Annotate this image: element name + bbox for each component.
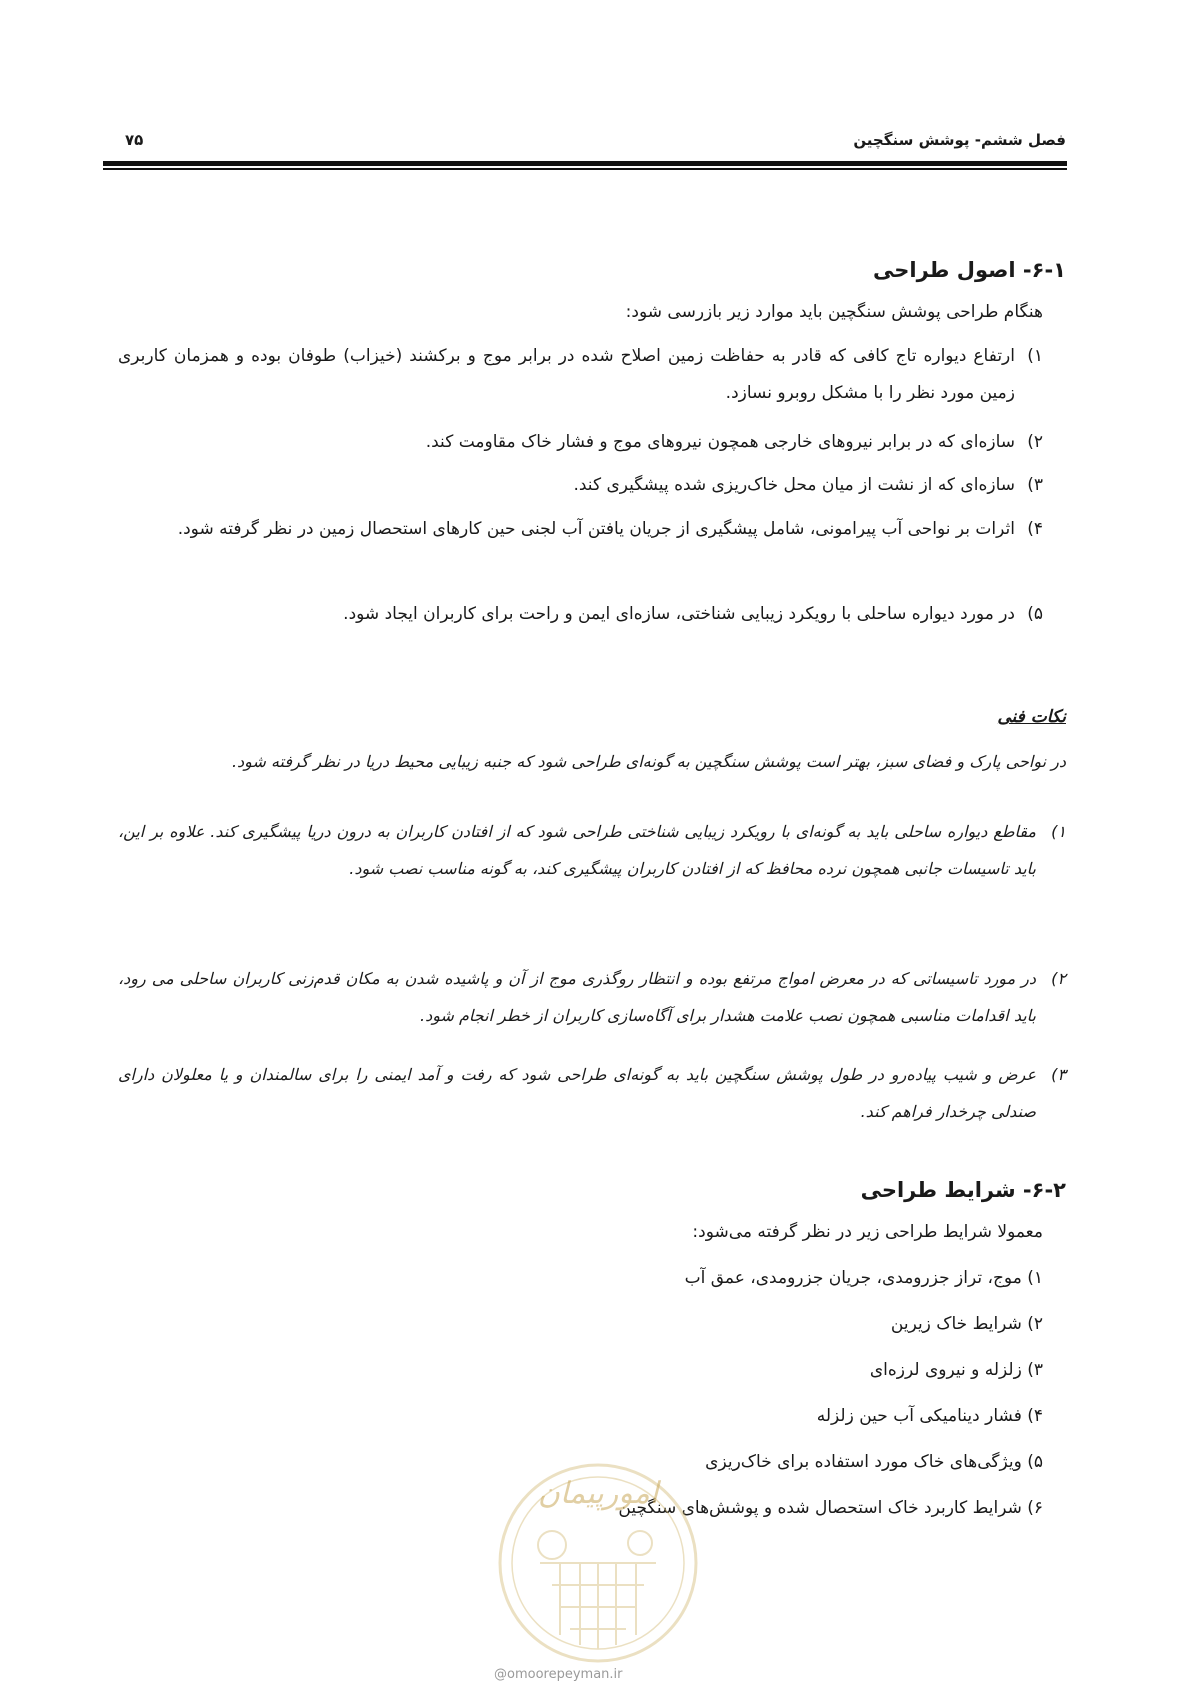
- note-item: [118, 960, 1066, 1034]
- note-item: [118, 1056, 1066, 1130]
- watermark-logo: [490, 1445, 705, 1675]
- notes-intro: در نواحی پارک و فضای سبز، بهتر است پوشش سنگچین به گونه‌ای طراحی شود که جنبه زیبایی محیط دریا در نظر گرفته شود.: [231, 752, 1066, 771]
- section-heading-design-conditions: ۶-۲- شرایط طراحی: [860, 1178, 1066, 1202]
- list-item: ۶) شرایط کاربرد خاک استحصال شده و پوشش‌های سنگچین: [618, 1498, 1043, 1518]
- watermark-url: @omoorepeyman.ir: [494, 1667, 623, 1682]
- section2-intro: معمولا شرایط طراحی زیر در نظر گرفته می‌شود:: [692, 1222, 1043, 1242]
- list-item: ۲) شرایط خاک زیرین: [890, 1314, 1043, 1334]
- list-item: ۱) موج، تراز جزرومدی، جریان جزرومدی، عمق آب: [684, 1268, 1043, 1288]
- item-number: ۳): [1027, 475, 1043, 495]
- header-rule-thin: [103, 168, 1067, 170]
- section-heading-design-principles: ۶-۱- اصول طراحی: [873, 258, 1066, 282]
- section1-intro: هنگام طراحی پوشش سنگچین باید موارد زیر بازرسی شود:: [625, 302, 1043, 322]
- item-text: عرض و شیب پیاده‌رو در طول پوشش سنگچین باید به گونه‌ای طراحی شود که رفت و آمد ایمنی را برای سالمندان و یا معلولان دارای صندلی چرخدار فراهم کند.: [118, 1065, 1036, 1121]
- page-number: ۷۵: [125, 131, 144, 149]
- item-text: ارتفاع دیواره تاج کافی که قادر به حفاظت زمین اصلاح شده در برابر موج و برکشند (خیزاب) طوفان بوده و همزمان کاربری زمین مورد نظر را با مشکل روبرو نسازد.: [118, 346, 1015, 403]
- item-number: ۱): [1027, 346, 1043, 366]
- item-text: اثرات بر نواحی آب پیرامونی، شامل پیشگیری از جریان یافتن آب لجنی حین کارهای استحصال زمین در نظر گرفته شود.: [177, 519, 1015, 539]
- item-number: ۳): [1051, 1065, 1066, 1084]
- item-text: مقاطع دیواره ساحلی باید به گونه‌ای با رویکرد زیبایی شناختی طراحی شود که از افتادن کاربران به درون دریا پیشگیری کند. علاوه بر این، باید تاسیسات جانبی همچون نرده محافظ که از افتادن کاربران پیشگیری کند، به گونه مناسب نصب شود.: [118, 822, 1036, 878]
- item-number: ۲): [1027, 432, 1043, 452]
- technical-notes-title: نکات فنی: [997, 707, 1066, 727]
- item-text: در مورد دیواره ساحلی با رویکرد زیبایی شناختی، سازه‌ای ایمن و راحت برای کاربران ایجاد شود.: [343, 604, 1015, 624]
- list-item: ۳) زلزله و نیروی لرزه‌ای: [869, 1360, 1043, 1380]
- list-item: [118, 338, 1043, 412]
- header-rule-thick: [103, 161, 1067, 166]
- list-item: [118, 424, 1043, 461]
- watermark-logo-text: امورپیمان: [537, 1476, 659, 1511]
- note-item: [118, 813, 1066, 887]
- item-number: ۱): [1051, 822, 1066, 841]
- list-item: [118, 467, 1043, 504]
- item-number: ۲): [1051, 969, 1066, 988]
- item-text: در مورد تاسیساتی که در معرض امواج مرتفع بوده و انتظار روگذری موج از آن و پاشیده شدن به مکان قدم‌زنی کاربران ساحلی می رود، باید اقدامات مناسبی همچون نصب علامت هشدار برای آگاه‌سازی کاربران از خطر انجام شود.: [118, 969, 1036, 1025]
- item-text: سازه‌ای که در برابر نیروهای خارجی همچون نیروهای موج و فشار خاک مقاومت کند.: [425, 432, 1015, 452]
- item-number: ۴): [1027, 519, 1043, 539]
- item-text: سازه‌ای که از نشت از میان محل خاک‌ریزی شده پیشگیری کند.: [573, 475, 1015, 495]
- list-item: [118, 596, 1043, 633]
- list-item: ۵) ویژگی‌های خاک مورد استفاده برای خاک‌ریزی: [705, 1452, 1043, 1472]
- chapter-title: فصل ششم- پوشش سنگچین: [853, 131, 1066, 149]
- list-item: [118, 511, 1043, 548]
- list-item: ۴) فشار دینامیکی آب حین زلزله: [816, 1406, 1043, 1426]
- item-number: ۵): [1027, 604, 1043, 624]
